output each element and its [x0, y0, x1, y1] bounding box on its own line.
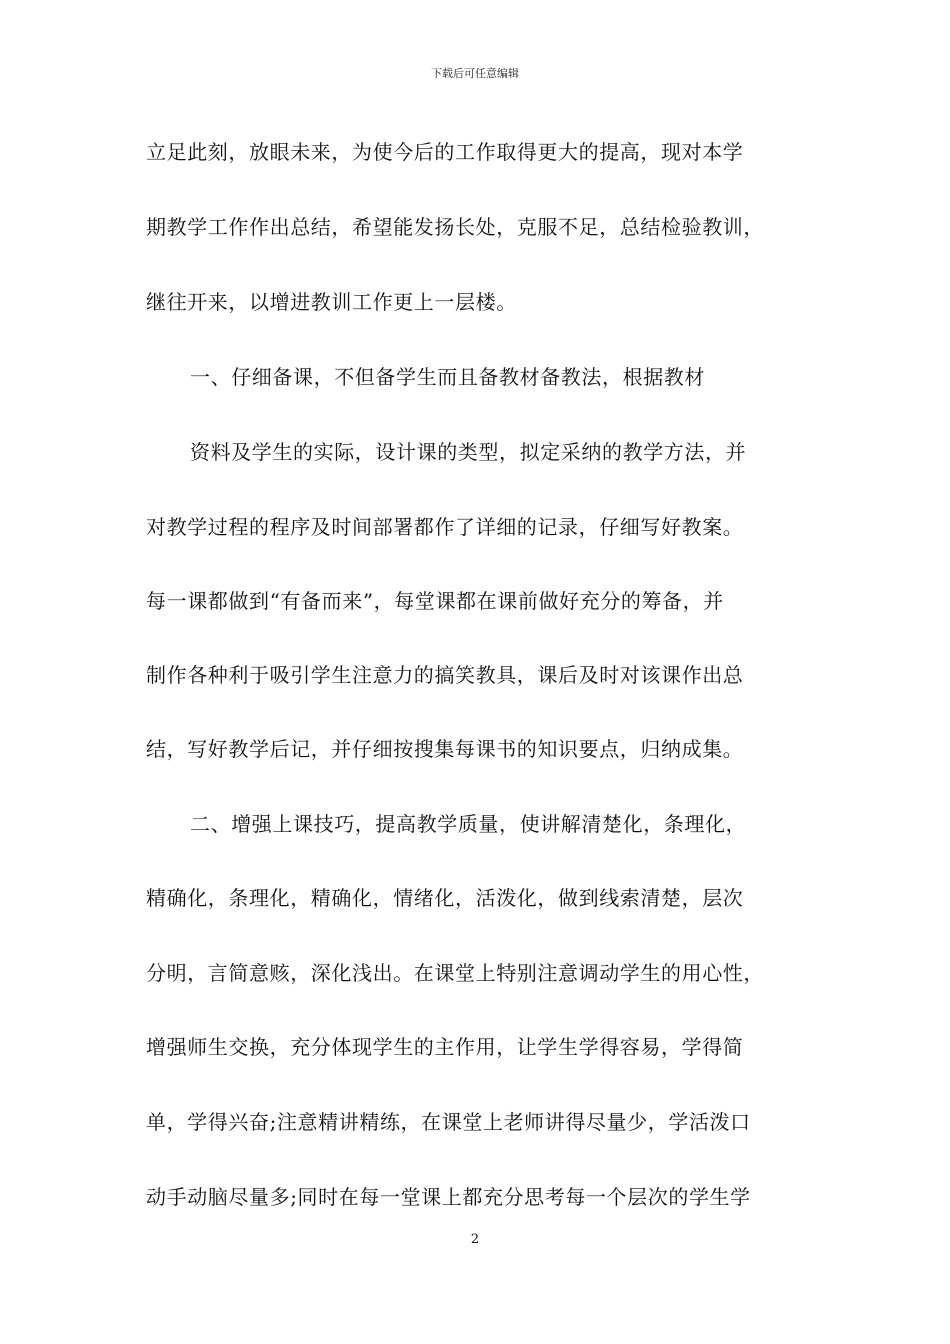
body-line: 分明，言简意赅，深化浅出。在课堂上特别注意调动学生的用心性， — [146, 961, 764, 985]
body-line: 制作各种利于吸引学生注意力的搞笑教具，课后及时对该课作出总 — [146, 663, 744, 687]
body-line: 单，学得兴奋;注意精讲精练，在课堂上老师讲得尽量少，学活泼口 — [146, 1110, 751, 1134]
body-line: 增强师生交换，充分体现学生的主作用，让学生学得容易，学得简 — [146, 1035, 744, 1059]
body-line: 精确化，条理化，精确化，情绪化，活泼化，做到线索清楚，层次 — [146, 886, 744, 910]
body-line: 期教学工作作出总结，希望能发扬长处，克服不足，总结检验教训， — [146, 215, 764, 239]
body-line: 资料及学生的实际，设计课的类型，拟定采纳的教学方法，并 — [190, 440, 747, 464]
page-number: 2 — [470, 1232, 480, 1247]
section-heading-2: 二、增强上课技巧，提高教学质量，使讲解清楚化，条理化， — [190, 812, 747, 836]
body-line: 对教学过程的程序及时间部署都作了详细的记录，仔细写好教案。 — [146, 515, 744, 539]
body-line: 继往开来，以增进教训工作更上一层楼。 — [146, 290, 517, 314]
body-line: 动手动脑尽量多;同时在每一堂课上都充分思考每一个层次的学生学 — [146, 1185, 751, 1209]
section-heading-1: 一、仔细备课，不但备学生而且备教材备教法，根据教材 — [190, 365, 705, 389]
body-line: 立足此刻，放眼未来，为使今后的工作取得更大的提高，现对本学 — [146, 140, 744, 164]
page-header: 下载后可任意编辑 — [431, 67, 519, 80]
body-line: 结，写好教学后记，并仔细按搜集每课书的知识要点，归纳成集。 — [146, 737, 744, 761]
body-line: 每一课都做到“有备而来”，每堂课都在课前做好充分的筹备，并 — [146, 589, 724, 613]
